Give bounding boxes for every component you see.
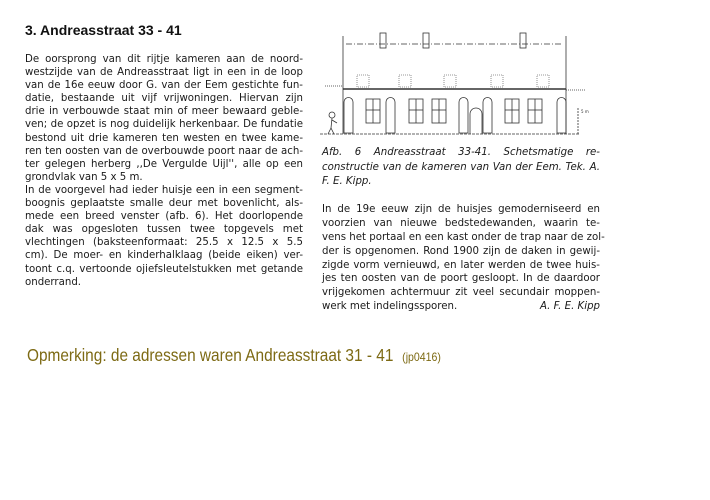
text-line: vens het portaal en een kast onder de trap naar de zol- — [322, 231, 605, 243]
text-line: In de 19e eeuw zijn de huisjes gemoderniseerd en — [322, 204, 600, 215]
dormers — [357, 75, 549, 87]
author-signature: A. F. E. Kipp — [539, 301, 600, 313]
text-line: onderrand. — [25, 276, 82, 288]
text-line: zigde vorm vernieuwd, en later werden de twee huis- — [322, 259, 600, 271]
remark-text: Opmerking: de adressen waren Andreasstraat 31 - 41 — [27, 345, 394, 365]
scale-label: 5 m — [581, 109, 589, 114]
text-line: mede een breed venster (afb. 6). Het doorlopende — [25, 211, 303, 223]
facade-outline — [320, 36, 585, 134]
text-line: cm). De moer- en kinderhalklaag (beide eiken) ver- — [25, 250, 303, 262]
text-line: bestond uit drie kameren ten westen en twee kame- — [25, 132, 303, 144]
text-line: drie in verbouwde staat min of meer bewaard geble- — [25, 106, 303, 118]
text-line: boognis geplaatste smalle deur met bovenlicht, als- — [25, 198, 303, 210]
text-line: ter gelegen herberg ,,De Vergulde Uijl'', alle op een — [25, 158, 303, 170]
person-figure-icon — [328, 112, 337, 134]
remark-note — [27, 345, 441, 366]
doors — [344, 98, 566, 135]
section-title: 3. Andreasstraat 33 - 41 — [25, 22, 182, 38]
text-line: datie, bestaande uit vijf vrijwoningen. Hiervan zijn — [25, 93, 303, 105]
text-line: F. E. Kipp. — [322, 176, 372, 187]
text-line: constructie van de kameren van Van der Eem. Tek. A. — [322, 161, 600, 173]
text-line: der is opgenomen. Rond 1900 zijn de daken in gewij- — [322, 245, 600, 257]
figure-caption — [322, 146, 600, 190]
text-line: voorzien van nieuwe bedstedewanden, waarin te- — [322, 217, 600, 229]
text-line: toont c.q. vertoonde ojiefsleutelstukken met getande — [25, 263, 303, 275]
text-line: Afb. 6 Andreasstraat 33-41. Schetsmatige re- — [322, 147, 600, 158]
text-line: jes ten oosten van de poort gesloopt. In de daardoor — [322, 273, 600, 285]
text-line: dak was opgesloten tussen twee topgevels met — [25, 224, 303, 236]
left-column-text — [25, 53, 303, 289]
text-line: westzijde van de Andreasstraat ligt in een in de loop — [25, 67, 303, 79]
text-line: vrijgekomen achtermuur zit veel secundair moppen- — [322, 287, 600, 299]
text-line: werk met indelingssporen. A. F. E. Kipp — [322, 301, 600, 313]
windows — [366, 99, 542, 123]
facade-drawing — [315, 30, 610, 140]
right-column-text — [322, 203, 605, 314]
remark-code: (jp0416) — [402, 350, 441, 364]
text-line: De oorsprong van dit rijtje kameren aan de noord- — [25, 54, 303, 65]
text-line: van de 16e eeuw door G. van der Eem gestichte fun- — [25, 80, 303, 92]
chimneys — [380, 33, 526, 48]
text-line: ven; de opzet is nog duidelijk herkenbaar. De fundatie — [25, 119, 303, 131]
text-line: grondvlak van 5 x 5 m. — [25, 171, 143, 183]
text-line: ren ten oosten van de overbouwde poort naar de ach- — [25, 145, 303, 157]
text-line: In de voorgevel had ieder huisje een in een segment- — [25, 184, 303, 196]
text-line: vlechtingen (baksteenformaat: 25.5 x 12.5 x 5.5 — [25, 237, 303, 249]
